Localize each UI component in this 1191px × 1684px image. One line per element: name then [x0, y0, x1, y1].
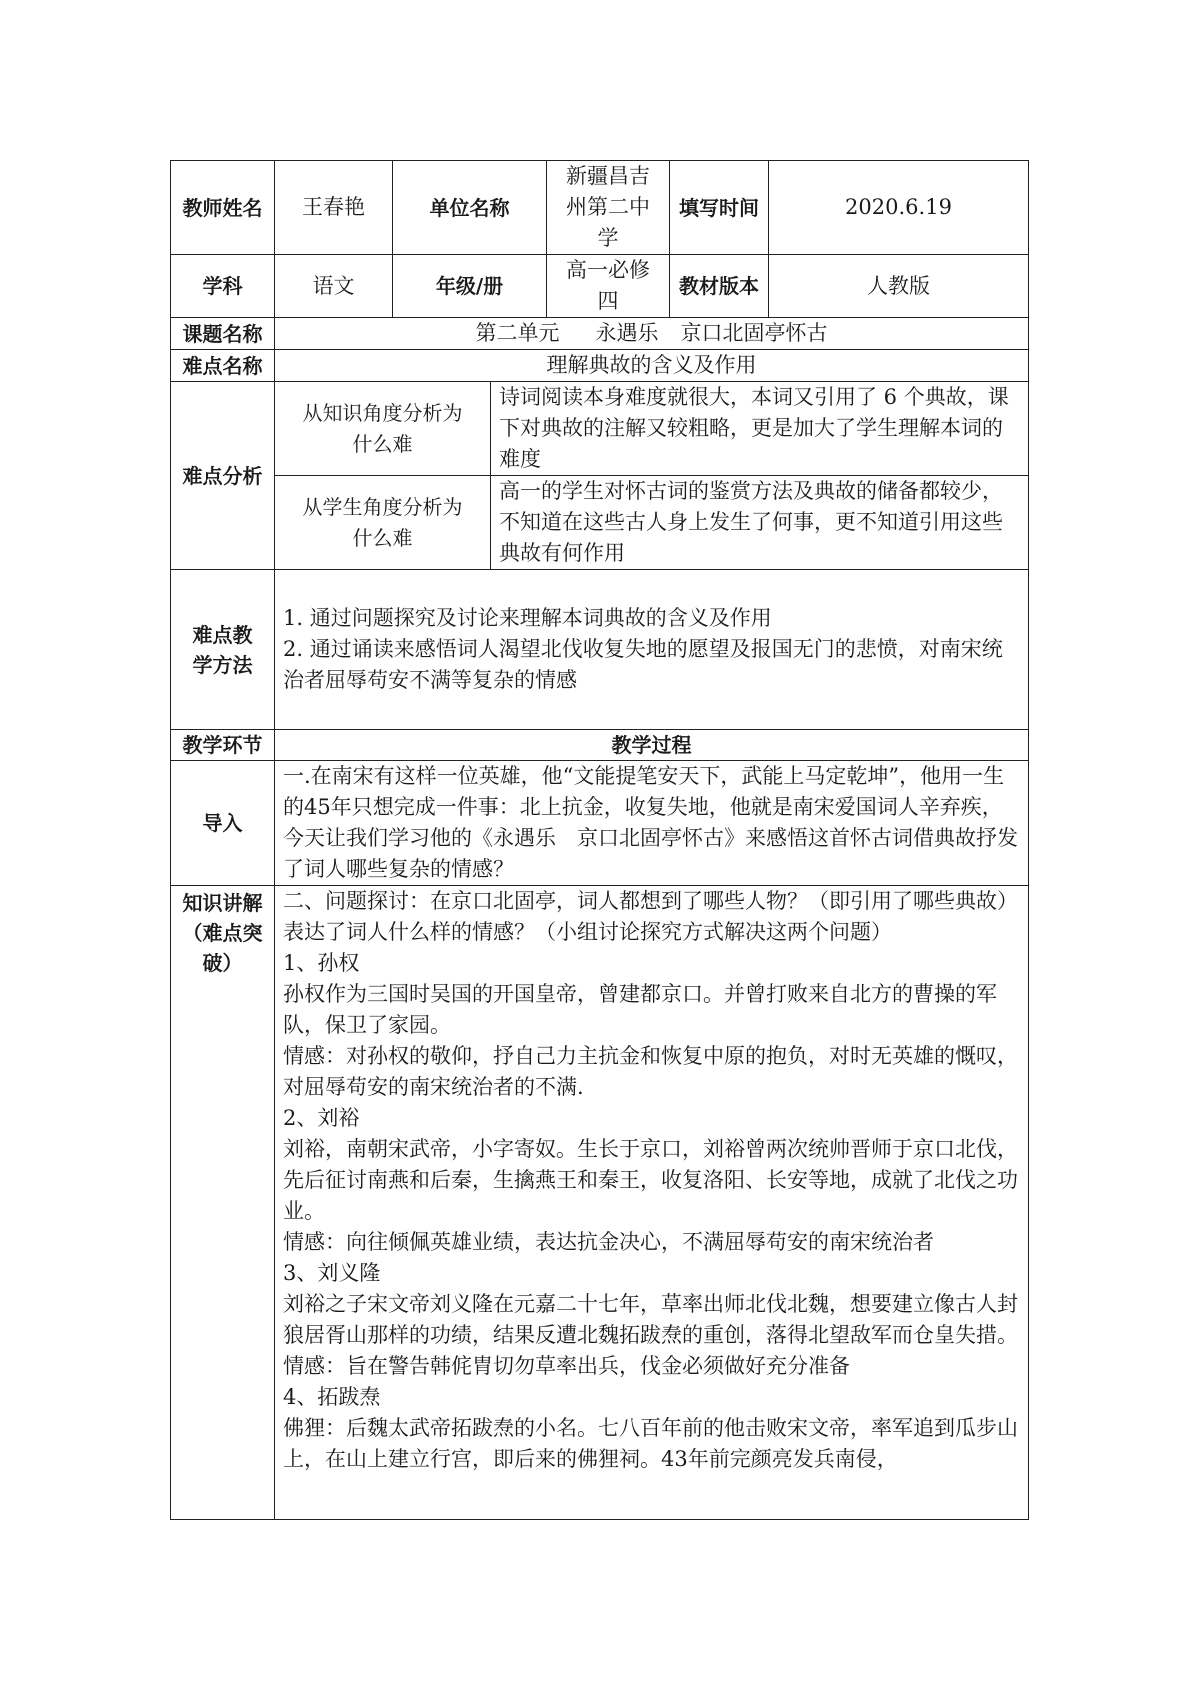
knowledge-row: [171, 886, 1029, 1520]
knowledge-paragraph: 佛狸：后魏太武帝拓跋焘的小名。七八百年前的他击败宋文帝，率军追到瓜步山上，在山上建立行宫，即后来的佛狸祠。43年前完颜亮发兵南侵，: [283, 1416, 1018, 1471]
method-item-2: 2. 通过诵读来感悟词人渴望北伐收复失地的愿望及报国无门的悲愤，对南宋统治者屈辱苟安不满等复杂的情感: [283, 637, 1003, 692]
knowledge-heading: 2、刘裕: [283, 1106, 360, 1130]
intro-row: [171, 761, 1029, 886]
teacher-label: 教师姓名: [171, 161, 275, 255]
knowledge-heading: 4、拓跋焘: [283, 1385, 381, 1409]
topic-value: [275, 318, 1029, 350]
time-label: 填写时间: [670, 161, 769, 255]
analysis-label: 难点分析: [171, 382, 275, 570]
method-item-1: 1. 通过问题探究及讨论来理解本词典故的含义及作用: [283, 606, 772, 630]
unit-label: 单位名称: [393, 161, 547, 255]
topic-poem: 永遇乐: [595, 321, 659, 345]
knowledge-label: 知识讲解（难点突破）: [171, 886, 275, 1520]
edition-label: 教材版本: [670, 255, 769, 318]
student-angle-label: 从学生角度分析为什么难: [275, 476, 491, 570]
stage-label: 教学环节: [171, 730, 275, 761]
subject-value: 语文: [275, 255, 393, 318]
difficulty-row: [171, 350, 1029, 382]
student-angle-text: 高一的学生对怀古词的鉴赏方法及典故的储备都较少，不知道在这些古人身上发生了何事，更不知道引用这些典故有何作用: [491, 476, 1029, 570]
lesson-plan-table: [170, 160, 1029, 1520]
method-content: [275, 570, 1029, 730]
time-value: 2020.6.19: [769, 161, 1029, 255]
info-row-1: [171, 161, 1029, 255]
grade-label: 年级/册: [393, 255, 547, 318]
difficulty-label: 难点名称: [171, 350, 275, 382]
topic-row: [171, 318, 1029, 350]
knowledge-paragraph: 二、问题探讨：在京口北固亭，词人都想到了哪些人物？（即引用了哪些典故）表达了词人什么样的情感？（小组讨论探究方式解决这两个问题）: [283, 889, 1018, 944]
knowledge-content: [275, 886, 1029, 1520]
difficulty-value: 理解典故的含义及作用: [275, 350, 1029, 382]
analysis-row-2: [171, 476, 1029, 570]
grade-value: 高一必修四: [547, 255, 670, 318]
knowledge-angle-text: 诗词阅读本身难度就很大，本词又引用了 6 个典故，课下对典故的注解又较粗略，更是加大了学生理解本词的难度: [491, 382, 1029, 476]
unit-value: 新疆昌吉州第二中学: [547, 161, 670, 255]
method-row: [171, 570, 1029, 730]
teacher-value: 王春艳: [275, 161, 393, 255]
knowledge-paragraph: 刘裕，南朝宋武帝，小字寄奴。生长于京口，刘裕曾两次统帅晋师于京口北伐，先后征讨南燕和后秦，生擒燕王和秦王，收复洛阳、长安等地，成就了北伐之功业。: [283, 1137, 1018, 1223]
topic-unit: 第二单元: [475, 321, 560, 345]
topic-label: 课题名称: [171, 318, 275, 350]
method-label: 难点教学方法: [171, 570, 275, 730]
knowledge-paragraph: 情感：旨在警告韩侂胄切勿草率出兵，伐金必须做好充分准备: [283, 1354, 850, 1378]
intro-label: 导入: [171, 761, 275, 886]
analysis-row-1: [171, 382, 1029, 476]
knowledge-paragraph: 情感：向往倾佩英雄业绩，表达抗金决心，不满屈辱苟安的南宋统治者: [283, 1230, 934, 1254]
knowledge-paragraph: 情感：对孙权的敬仰，抒自己力主抗金和恢复中原的抱负，对时无英雄的慨叹，对屈辱苟安的南宋统治者的不满.: [283, 1044, 1018, 1099]
process-label: 教学过程: [275, 730, 1029, 761]
knowledge-angle-label: 从知识角度分析为什么难: [275, 382, 491, 476]
knowledge-heading: 1、孙权: [283, 951, 360, 975]
topic-subtitle: 京口北固亭怀古: [680, 321, 828, 345]
info-row-2: [171, 255, 1029, 318]
process-header-row: [171, 730, 1029, 761]
knowledge-paragraph: 刘裕之子宋文帝刘义隆在元嘉二十七年，草率出师北伐北魏，想要建立像古人封狼居胥山那样的功绩，结果反遭北魏拓跋焘的重创，落得北望敌军而仓皇失措。: [283, 1292, 1018, 1347]
intro-text: 一.在南宋有这样一位英雄，他“文能提笔安天下，武能上马定乾坤”，他用一生的45年只想完成一件事：北上抗金，收复失地，他就是南宋爱国词人辛弃疾，今天让我们学习他的《永遇乐 京口北固亭怀古》来感悟这首怀古词借典故抒发了词人哪些复杂的情感？: [275, 761, 1029, 886]
knowledge-paragraph: 孙权作为三国时吴国的开国皇帝，曾建都京口。并曾打败来自北方的曹操的军队，保卫了家园。: [283, 982, 997, 1037]
subject-label: 学科: [171, 255, 275, 318]
knowledge-heading: 3、刘义隆: [283, 1261, 381, 1285]
edition-value: 人教版: [769, 255, 1029, 318]
